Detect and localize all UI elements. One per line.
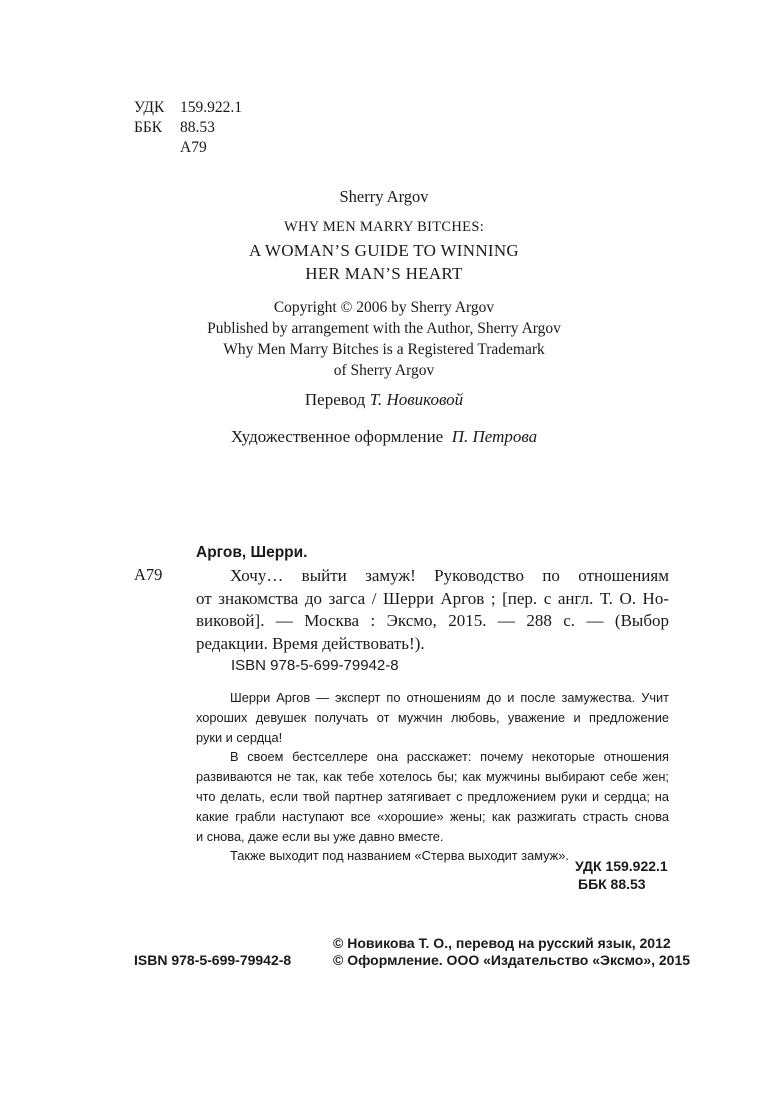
record-line1: Хочу… выйти замуж! Руководство по отношениям [230, 566, 669, 585]
record-mark: А79 [134, 565, 163, 584]
original-title-line1: WHY MEN MARRY BITCHES: [283, 219, 485, 235]
classification-bbk: ББК 88.53 [578, 876, 646, 892]
udk-label: УДК [134, 99, 165, 116]
annotation-p1-line3: руки и сердца! [196, 729, 283, 745]
record-body [196, 565, 669, 655]
classification-udk: УДК 159.922.1 [575, 858, 668, 874]
author-mark-row [134, 138, 242, 158]
record-heading: Аргов, Шерри. [196, 544, 308, 561]
annotation-p1-line2: хороших девушек получать от мужчин любовь, уважение и предложение [196, 709, 669, 725]
design-label: Художественное оформление [230, 427, 444, 446]
designer-name: П. Петрова [451, 427, 538, 446]
udk-value: 159.922.1 [180, 99, 242, 116]
translation-credit [0, 390, 768, 410]
annotation-p2-line4: какие грабли наступают все «хорошие» жены; как разжигать страсть снова [196, 808, 669, 824]
annotation-p2-line1: В своем бестселлере она расскажет: почему некоторые отношения [230, 749, 669, 765]
bbk-value: 88.53 [180, 119, 215, 136]
footer-isbn: ISBN 978-5-699-79942-8 [134, 952, 292, 968]
design-credit [0, 427, 768, 447]
bbk-label: ББК [134, 119, 163, 136]
copyright-line3: Why Men Marry Bitches is a Registered Trademark [223, 341, 545, 358]
record-line2: от знакомства до загса / Шерри Аргов ; [пер. с англ. Т. О. Но- [196, 588, 669, 608]
copyright-line1: Copyright © 2006 by Sherry Argov [273, 299, 495, 316]
original-title-line3: HER MAN’S HEART [305, 264, 463, 283]
annotation-p2-line5: и снова, даже если вы уже давно вместе. [196, 828, 444, 844]
annotation-p2-line2: развиваются не так, как тебе хотелось бы; как мужчины выбирают себе жен; [196, 769, 669, 785]
copyright-line4: of Sherry Argov [333, 362, 435, 379]
copyright-block [0, 297, 768, 381]
annotation-p3: Также выходит под названием «Стерва выходит замуж». [230, 848, 569, 864]
footer-copyright1: © Новикова Т. О., перевод на русский язык, 2012 [333, 935, 671, 951]
record-isbn: ISBN 978-5-699-79942-8 [231, 657, 399, 674]
original-title-line2: A WOMAN’S GUIDE TO WINNING [248, 241, 520, 260]
record-line3: виковой]. — Москва : Эксмо, 2015. — 288 с. — (Выбор [196, 611, 669, 630]
author-mark: А79 [180, 139, 207, 156]
bbk-row [134, 118, 242, 138]
annotation [196, 688, 669, 866]
copyright-line2: Published by arrangement with the Author, Sherry Argov [207, 320, 561, 337]
translator-name: Т. Новиковой [369, 390, 464, 409]
udk-row [134, 98, 242, 118]
record-line4: редакции. Время действовать!). [196, 633, 425, 653]
annotation-p1-line1: Шерри Аргов — эксперт по отношениям до и после замужества. Учит [230, 690, 669, 705]
footer-copyright2: © Оформление. ООО «Издательство «Эксмо», 2015 [333, 952, 691, 968]
annotation-p2-line3: что делать, если твой партнер затягивает с предложением руки и сердца; на [196, 788, 669, 804]
original-author: Sherry Argov [339, 187, 429, 206]
translation-label: Перевод [304, 390, 366, 409]
catalog-block [134, 98, 242, 158]
